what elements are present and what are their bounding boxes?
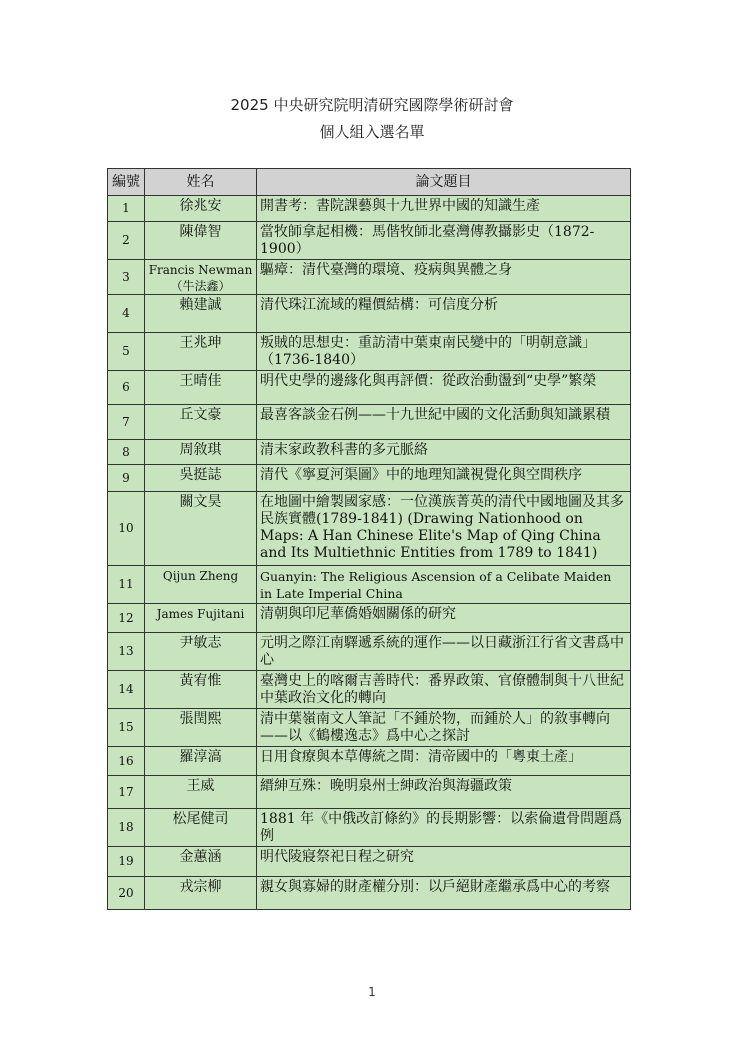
table-row [108, 371, 631, 405]
table-row [108, 405, 631, 440]
paper-title: 親女與寡婦的財產權分別：以戶絕財產繼承爲中心的考察 [257, 877, 631, 910]
author-name: 尹敏志 [145, 633, 257, 671]
table-row [108, 333, 631, 371]
paper-title: 元明之際江南驛遞系統的運作——以日藏浙江行省文書爲中心 [257, 633, 631, 671]
table-row [108, 566, 631, 604]
row-number: 14 [108, 671, 145, 709]
author-name: 戎宗柳 [145, 877, 257, 910]
paper-title: 叛賊的思想史：重訪清中葉東南民變中的「明朝意識」（1736-1840） [257, 333, 631, 371]
row-number: 1 [108, 196, 145, 222]
author-name: 羅淳滈 [145, 747, 257, 776]
author-name: 松尾健司 [145, 809, 257, 847]
row-number: 17 [108, 776, 145, 809]
author-name: Qijun Zheng [145, 566, 257, 604]
row-number: 10 [108, 492, 145, 566]
paper-title: 清末家政教科書的多元脈絡 [257, 440, 631, 465]
row-number: 7 [108, 405, 145, 440]
author-name: 周敘琪 [145, 440, 257, 465]
paper-title: 縉紳互殊：晚明泉州士紳政治與海疆政策 [257, 776, 631, 809]
row-number: 3 [108, 260, 145, 295]
row-number: 16 [108, 747, 145, 776]
paper-title: 在地圖中繪製國家感：一位漢族菁英的清代中國地圖及其多民族實體(1789-1841) (Drawing Nationhood on Maps: A Han Chinese Elite's Map of Qing China and Its Multiethnic Entities from 1789 to 1841) [257, 492, 631, 566]
row-number: 12 [108, 604, 145, 633]
column-header-name: 姓名 [145, 169, 257, 196]
selection-table [107, 168, 631, 910]
table-header-row [108, 169, 631, 196]
row-number: 18 [108, 809, 145, 847]
row-number: 8 [108, 440, 145, 465]
paper-title: 驅瘴：清代臺灣的環境、疫病與異體之身 [257, 260, 631, 295]
page-number: 1 [368, 985, 376, 999]
page-title: 2025 中央研究院明清研究國際學術研討會 [230, 96, 514, 114]
table-row [108, 671, 631, 709]
row-number: 9 [108, 465, 145, 492]
row-number: 20 [108, 877, 145, 910]
author-name: James Fujitani [145, 604, 257, 633]
author-name: 關文昊 [145, 492, 257, 566]
paper-title: 日用食療與本草傳統之間：清帝國中的「粵東土產」 [257, 747, 631, 776]
paper-title: 開書考：書院課藝與十九世界中國的知識生產 [257, 196, 631, 222]
author-name: 王晴佳 [145, 371, 257, 405]
page-subtitle: 個人組入選名單 [319, 123, 425, 141]
table-row [108, 222, 631, 260]
paper-title: 清代《寧夏河渠圖》中的地理知識視覺化與空間秩序 [257, 465, 631, 492]
table-body [108, 196, 631, 910]
table-row [108, 877, 631, 910]
table-row [108, 465, 631, 492]
column-header-number: 編號 [108, 169, 145, 196]
paper-title: 清中葉嶺南文人筆記「不鍾於物，而鍾於人」的敘事轉向——以《鶴樓逸志》爲中心之探討 [257, 709, 631, 747]
author-name: 黃宥惟 [145, 671, 257, 709]
author-name: 賴建誠 [145, 295, 257, 333]
author-name: 吳挺誌 [145, 465, 257, 492]
author-name: 丘文豪 [145, 405, 257, 440]
author-name: 王兆珅 [145, 333, 257, 371]
paper-title: 臺灣史上的喀爾吉善時代：番界政策、官僚體制與十八世紀中葉政治文化的轉向 [257, 671, 631, 709]
row-number: 4 [108, 295, 145, 333]
table-row [108, 260, 631, 295]
table-row [108, 747, 631, 776]
paper-title: 清朝與印尼華僑婚姻關係的研究 [257, 604, 631, 633]
table-row [108, 633, 631, 671]
author-name: 張閏熙 [145, 709, 257, 747]
author-name: 陳偉智 [145, 222, 257, 260]
author-name: Francis Newman （牛法鑫） [145, 260, 257, 295]
paper-title: 明代史學的邊緣化與再評價：從政治動盪到“史學”繁榮 [257, 371, 631, 405]
paper-title: 明代陵寢祭祀日程之研究 [257, 847, 631, 877]
table-row [108, 709, 631, 747]
row-number: 19 [108, 847, 145, 877]
row-number: 2 [108, 222, 145, 260]
table-row [108, 295, 631, 333]
table-row [108, 809, 631, 847]
row-number: 5 [108, 333, 145, 371]
paper-title: 清代珠江流域的糧價結構：可信度分析 [257, 295, 631, 333]
row-number: 6 [108, 371, 145, 405]
table-row [108, 847, 631, 877]
author-name: 金蕙涵 [145, 847, 257, 877]
paper-title: Guanyin: The Religious Ascension of a Celibate Maiden in Late Imperial China [257, 566, 631, 604]
column-header-paper-title: 論文題目 [257, 169, 631, 196]
row-number: 15 [108, 709, 145, 747]
row-number: 13 [108, 633, 145, 671]
table-row [108, 604, 631, 633]
author-name: 徐兆安 [145, 196, 257, 222]
paper-title: 1881 年《中俄改訂條約》的長期影響：以索倫遺骨問題爲例 [257, 809, 631, 847]
paper-title: 最喜客談金石例——十九世紀中國的文化活動與知識累積 [257, 405, 631, 440]
table-row [108, 776, 631, 809]
row-number: 11 [108, 566, 145, 604]
table-row [108, 492, 631, 566]
table-row [108, 440, 631, 465]
paper-title: 當牧師拿起相機：馬偕牧師北臺灣傳教攝影史（1872-1900） [257, 222, 631, 260]
table-row [108, 196, 631, 222]
author-name: 王威 [145, 776, 257, 809]
